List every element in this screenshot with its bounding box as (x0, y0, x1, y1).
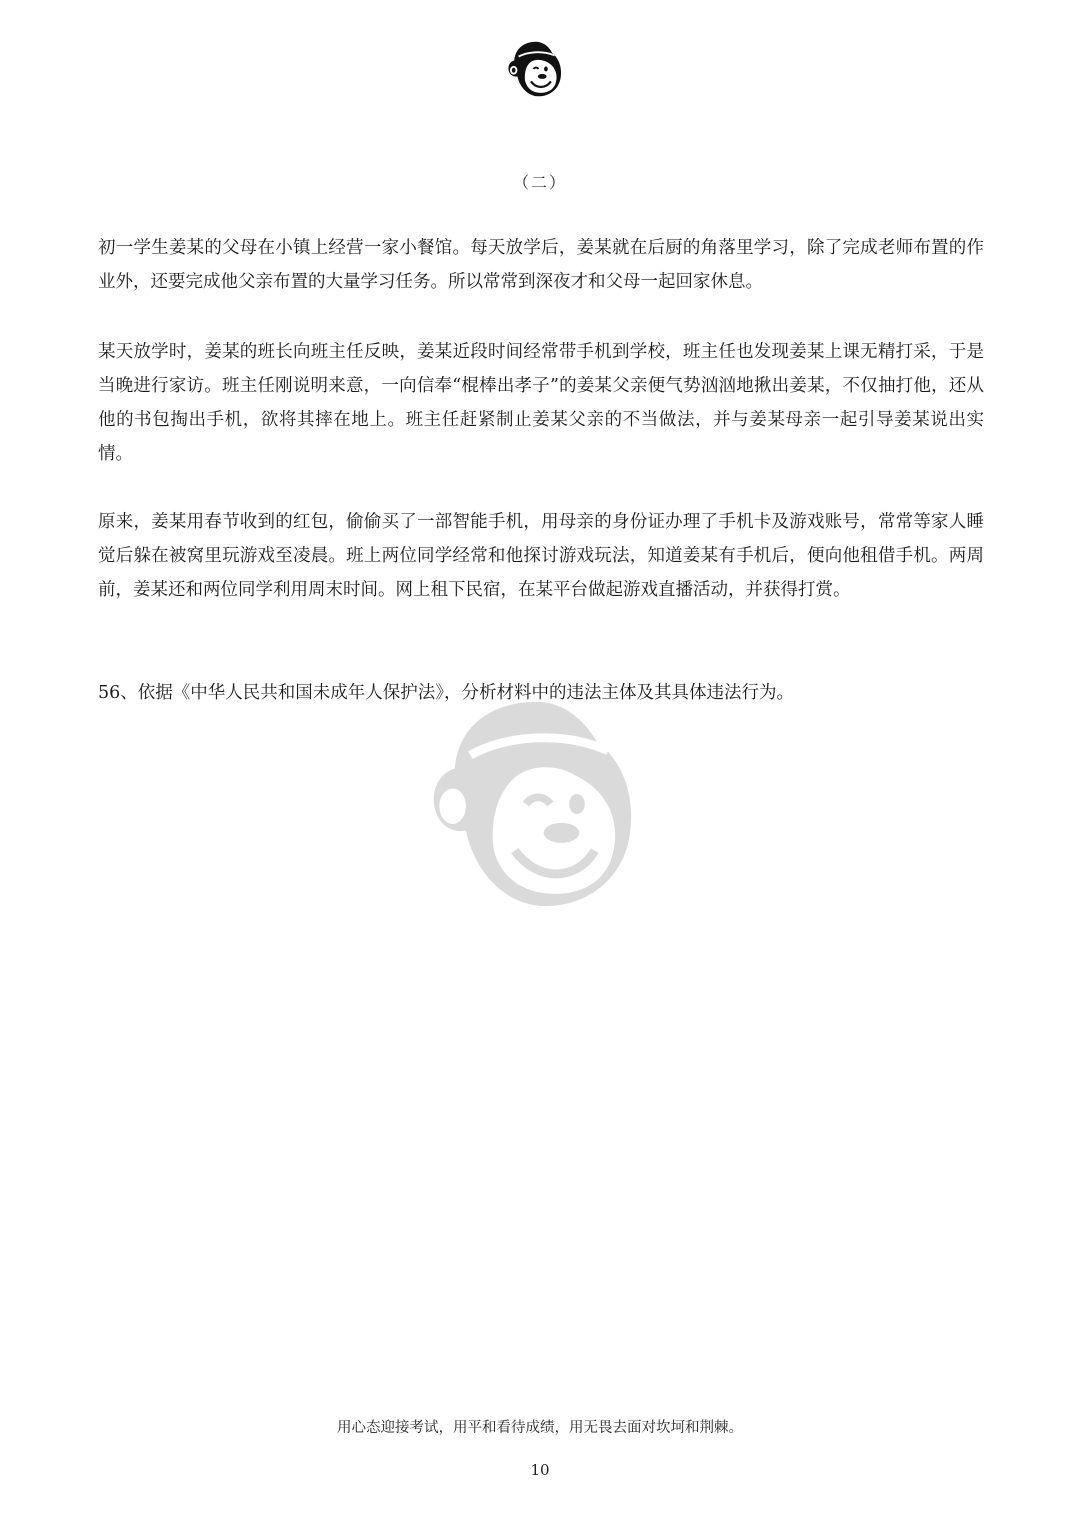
section-title: （二） (512, 173, 567, 192)
material-paragraph-1: 初一学生姜某的父母在小镇上经营一家小餐馆。每天放学后，姜某就在后厨的角落里学习，除了完成老师布置的作业外，还要完成他父亲布置的大量学习任务。所以常常到深夜才和父母一起回家休息。 (98, 238, 984, 292)
material-paragraph-3: 原来，姜某用春节收到的红包，偷偷买了一部智能手机，用母亲的身份证办理了手机卡及游戏账号，常常等家人睡觉后躲在被窝里玩游戏至凌晨。班上两位同学经常和他探讨游戏玩法，知道姜某有手机后，便向他租借手机。两周前，姜某还和两位同学利用周末时间。网上租下民宿，在某平台做起游戏直播活动，并获得打赏。 (98, 512, 984, 600)
material-paragraph-2: 某天放学时，姜某的班长向班主任反映，姜某近段时间经常带手机到学校，班主任也发现姜某上课无精打采，于是当晚进行家访。班主任刚说明来意，一向信奉“棍棒出孝子”的姜某父亲便气势汹汹地揪出姜某，不仅抽打他，还从他的书包掏出手机，欲将其摔在地上。班主任赶紧制止姜某父亲的不当做法，并与姜某母亲一起引导姜某说出实情。 (98, 342, 984, 464)
footer-motto: 用心态迎接考试，用平和看待成绩，用无畏去面对坎坷和荆棘。 (337, 1420, 743, 1436)
monkey-mascot-icon (505, 38, 567, 100)
question-56: 56、依据《中华人民共和国未成年人保护法》，分析材料中的违法主体及其具体违法行为。 (98, 683, 795, 703)
page-number: 10 (530, 1461, 550, 1479)
monkey-watermark-icon (426, 693, 648, 915)
